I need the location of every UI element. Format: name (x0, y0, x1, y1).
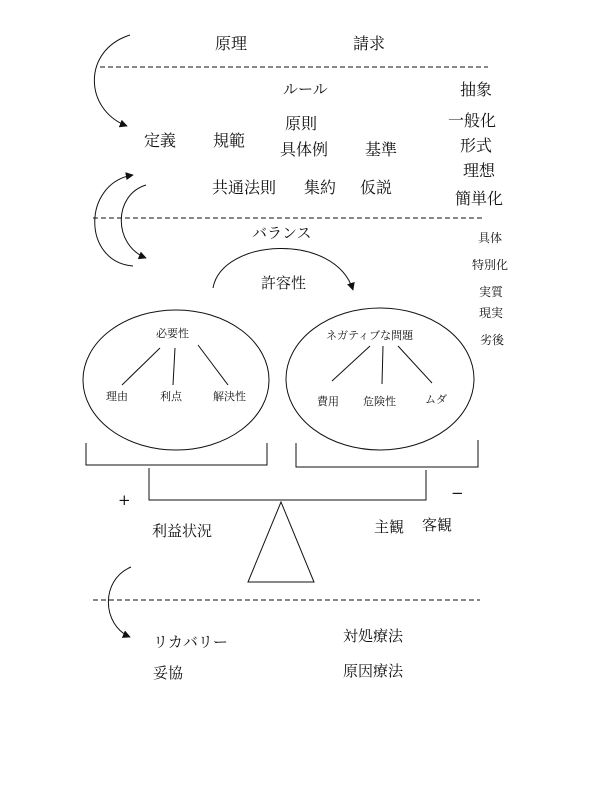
branch-right-1 (332, 346, 370, 381)
label-hypothesis: 仮説 (360, 178, 393, 197)
curved-arrow-outer (95, 175, 133, 266)
abstract-item: 形式 (460, 136, 493, 155)
label-pursuit: 請求 (353, 34, 386, 53)
minus-sign: − (451, 484, 464, 502)
label-symptomatic: 対処療法 (343, 627, 404, 645)
curved-arrow-top (94, 35, 130, 126)
branch-left-1 (122, 348, 160, 385)
label-principle: 原理 (215, 34, 248, 53)
label-causal: 原因療法 (343, 662, 404, 680)
label-objective: 客観 (422, 516, 453, 534)
label-definition: 定義 (144, 131, 177, 150)
scale-beam (149, 468, 426, 500)
branch-left-3 (198, 345, 228, 385)
curved-arrow-bottom (108, 567, 131, 637)
label-tolerance: 許容性 (261, 274, 307, 292)
necessity-title: 必要性 (156, 327, 189, 340)
abstract-item: 一般化 (448, 111, 497, 130)
label-example: 具体例 (280, 140, 329, 159)
abstract-item: 理想 (463, 161, 496, 180)
label-norm: 規範 (213, 131, 246, 150)
concrete-item: 実質 (479, 285, 504, 299)
branch-right-3 (398, 346, 432, 383)
branch-right-2 (382, 346, 383, 384)
negative-item: 危険性 (363, 395, 396, 408)
concrete-item: 具体 (478, 231, 503, 245)
branch-left-2 (173, 348, 175, 385)
abstract-item: 抽象 (460, 80, 493, 99)
concrete-item: 現実 (479, 306, 504, 320)
label-balance: バランス (252, 224, 312, 242)
right-brace (296, 440, 478, 467)
necessity-item: 理由 (106, 390, 128, 403)
label-rule-principle: 原則 (285, 114, 318, 133)
label-standard: 基準 (365, 140, 398, 159)
plus-sign: + (118, 491, 131, 509)
curved-arrow-inner (121, 185, 146, 258)
label-aggregation: 集約 (304, 178, 337, 197)
left-brace (86, 443, 267, 465)
label-rule: ルール (283, 80, 328, 98)
label-recovery: リカバリー (153, 633, 228, 651)
label-subjective: 主観 (374, 518, 405, 536)
concrete-item: 特別化 (472, 258, 509, 272)
negative-item: ムダ (425, 393, 447, 406)
fulcrum-triangle (248, 502, 314, 582)
necessity-item: 利点 (160, 390, 182, 403)
abstract-item: 簡単化 (455, 189, 504, 208)
label-common-law: 共通法則 (212, 178, 277, 197)
negative-title: ネガティブな問題 (326, 329, 414, 342)
necessity-item: 解決性 (213, 390, 246, 403)
label-benefit: 利益状況 (152, 522, 213, 540)
label-compromise: 妥協 (153, 664, 184, 682)
negative-item: 費用 (317, 395, 339, 408)
concrete-item: 劣後 (480, 333, 505, 347)
